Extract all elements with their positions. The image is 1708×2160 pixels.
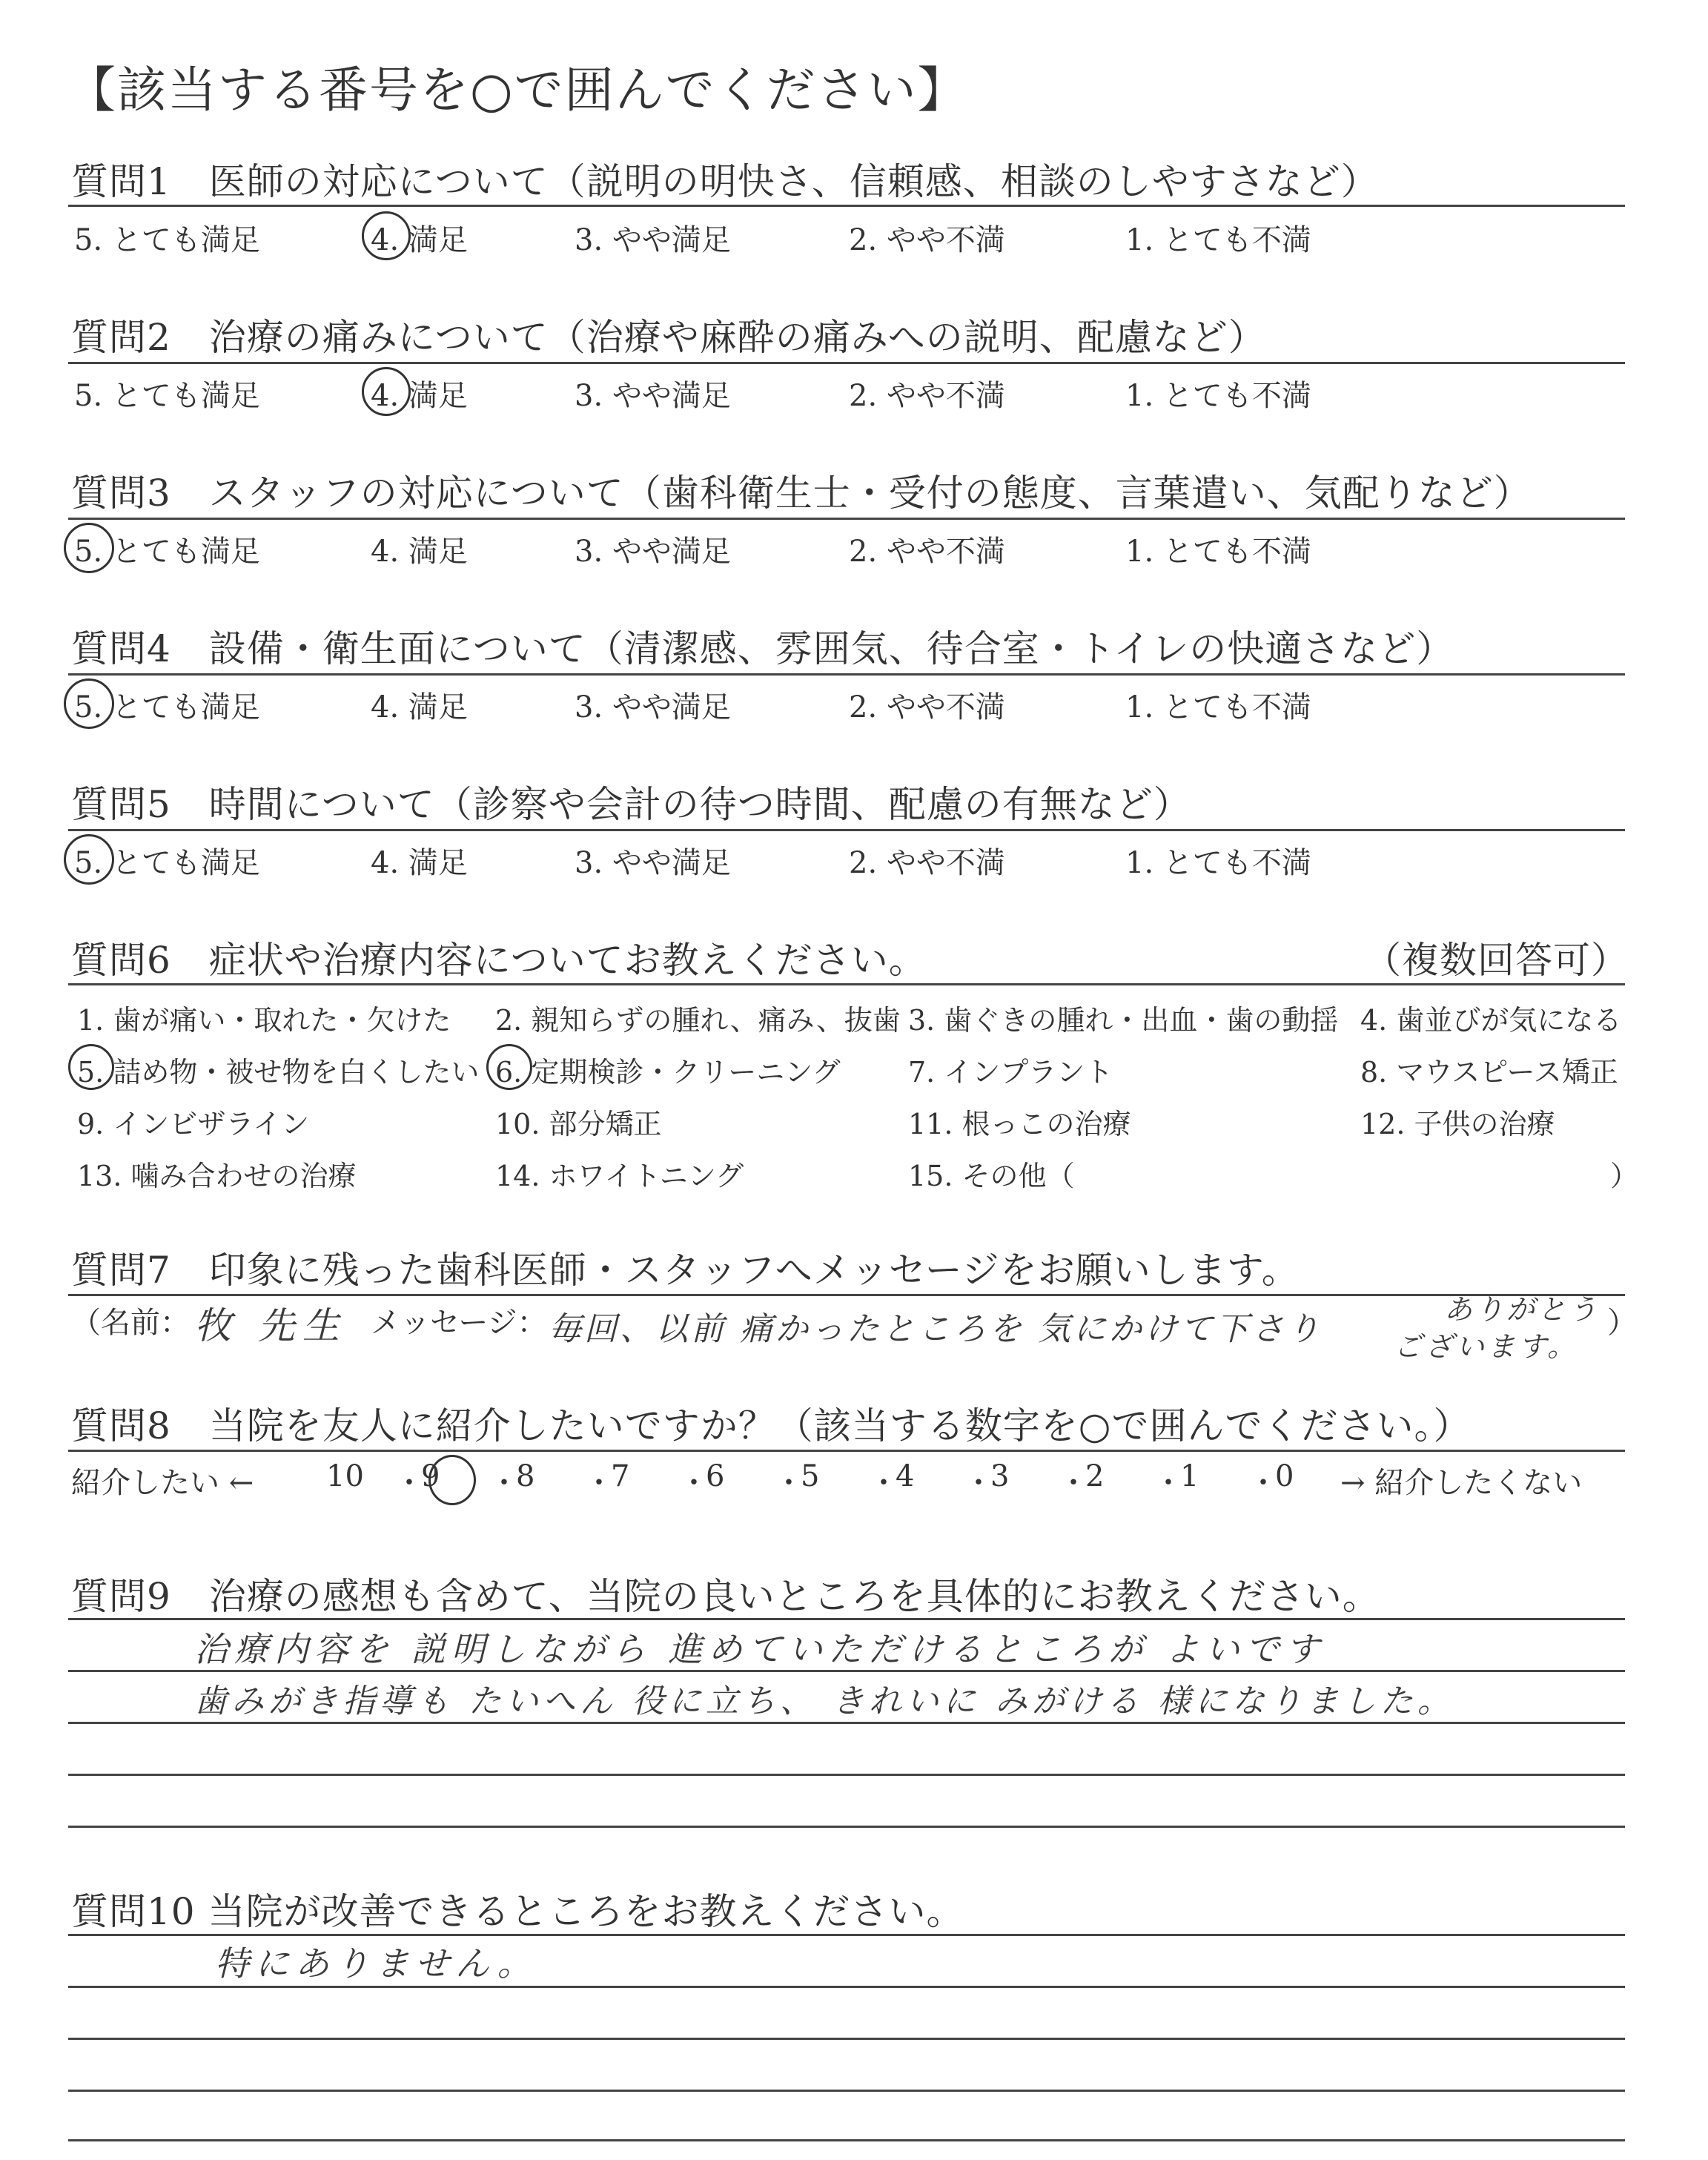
q3-option-1[interactable]: 1. とても不満 (1125, 535, 1311, 569)
q2-rule (68, 362, 1625, 364)
q4-rule (68, 673, 1625, 676)
q7-message-tail-2: ございます。 (1394, 1330, 1578, 1363)
q8-right-label: → 紹介したくない (1340, 1466, 1583, 1500)
q8-title: 質問8 当院を友人に紹介したいですか？（該当する数字を○で囲んでください。） (71, 1404, 1472, 1447)
q8-rule (68, 1450, 1625, 1452)
q1-option-3[interactable]: 3. やや満足 (575, 223, 731, 257)
q8-score-7[interactable]: 7 (611, 1459, 630, 1493)
q9-answer-line-1: 治療内容を 説明しながら 進めていただけるところが よいです (194, 1629, 1325, 1669)
q6-selection-circle-6 (486, 1044, 532, 1090)
q3-title: 質問3 スタッフの対応について（歯科衛生士・受付の態度、言葉遣い、気配りなど） (71, 472, 1532, 515)
q9-line-1 (68, 1618, 1625, 1620)
q6-selection-circle-5 (68, 1044, 114, 1090)
q8-separator-dot: ・ (584, 1466, 614, 1500)
q8-score-1[interactable]: 1 (1180, 1459, 1199, 1493)
q2-option-4[interactable]: 4. 満足 (371, 379, 468, 413)
q5-option-1[interactable]: 1. とても不満 (1125, 846, 1311, 880)
q6-multiple-note: （複数回答可） (1364, 939, 1629, 982)
q8-separator-dot: ・ (679, 1466, 709, 1500)
q4-title: 質問4 設備・衛生面について（清潔感、雰囲気、待合室・トイレの快適さなど） (71, 627, 1454, 670)
q6-item-12[interactable]: 12. 子供の治療 (1360, 1108, 1555, 1140)
q7-message-tail-1: ありがとう (1444, 1293, 1601, 1326)
q9-answer-line-2: 歯みがき指導も たいへん 役に立ち、 きれいに みがける 様になりました。 (194, 1682, 1454, 1720)
q1-option-2[interactable]: 2. やや不満 (849, 223, 1005, 257)
q3-option-5[interactable]: 5. とても満足 (74, 535, 260, 569)
q4-selection-circle (64, 678, 114, 729)
q10-line-3 (68, 2038, 1625, 2040)
q1-option-5[interactable]: 5. とても満足 (74, 223, 260, 257)
q6-rule (68, 983, 1625, 985)
q6-other-close: ） (1610, 1160, 1639, 1192)
q1-title: 質問1 医師の対応について（説明の明快さ、信頼感、相談のしやすさなど） (71, 160, 1379, 203)
q5-option-3[interactable]: 3. やや満足 (575, 846, 731, 880)
q8-score-10[interactable]: 10 (326, 1459, 364, 1493)
q10-line-1 (68, 1934, 1625, 1936)
q3-rule (68, 518, 1625, 520)
q6-item-2[interactable]: 2. 親知らずの腫れ、痛み、抜歯 (495, 1004, 901, 1037)
q6-item-14[interactable]: 14. ホワイトニング (495, 1160, 744, 1192)
q7-title: 質問7 印象に残った歯科医師・スタッフへメッセージをお願いします。 (71, 1249, 1300, 1292)
q1-selection-circle (362, 211, 411, 260)
q4-option-3[interactable]: 3. やや満足 (575, 690, 731, 724)
q2-option-3[interactable]: 3. やや満足 (575, 379, 731, 413)
q2-title: 質問2 治療の痛みについて（治療や麻酔の痛みへの説明、配慮など） (71, 316, 1266, 359)
q8-score-6[interactable]: 6 (706, 1459, 725, 1493)
q10-line-4 (68, 2090, 1625, 2092)
q6-item-10[interactable]: 10. 部分矯正 (495, 1108, 662, 1140)
q5-title: 質問5 時間について（診察や会計の待つ時間、配慮の有無など） (71, 783, 1191, 826)
q4-option-4[interactable]: 4. 満足 (371, 690, 468, 724)
q5-option-4[interactable]: 4. 満足 (371, 846, 468, 880)
q6-item-5[interactable]: 5. 詰め物・被せ物を白くしたい (77, 1056, 480, 1089)
q8-score-8[interactable]: 8 (516, 1459, 535, 1493)
q10-line-5 (68, 2139, 1625, 2141)
q4-option-2[interactable]: 2. やや不満 (849, 690, 1005, 724)
q10-answer: 特にありません。 (215, 1943, 537, 1984)
q3-option-3[interactable]: 3. やや満足 (575, 535, 731, 569)
q4-option-1[interactable]: 1. とても不満 (1125, 690, 1311, 724)
q6-title: 質問6 症状や治療内容についてお教えください。 (71, 939, 927, 982)
q8-left-label: 紹介したい ← (71, 1466, 254, 1500)
q8-separator-dot: ・ (489, 1466, 519, 1500)
q8-score-4[interactable]: 4 (896, 1459, 915, 1493)
q7-message-value: 毎回、以前 痛かったところを 気にかけて下さり (549, 1310, 1323, 1348)
q4-option-5[interactable]: 5. とても満足 (74, 690, 260, 724)
q2-selection-circle (362, 367, 411, 416)
q7-name-value: 牧 先生 (194, 1304, 347, 1347)
q6-item-4[interactable]: 4. 歯並びが気になる (1360, 1004, 1622, 1037)
page-header: 【該当する番号を○で囲んでください】 (67, 62, 968, 119)
q10-line-2 (68, 1986, 1625, 1988)
q1-rule (68, 205, 1625, 207)
q2-option-2[interactable]: 2. やや不満 (849, 379, 1005, 413)
q6-item-8[interactable]: 8. マウスピース矯正 (1360, 1056, 1618, 1089)
q1-option-1[interactable]: 1. とても不満 (1125, 223, 1311, 257)
q3-option-2[interactable]: 2. やや不満 (849, 535, 1005, 569)
q3-option-4[interactable]: 4. 満足 (371, 535, 468, 569)
q6-item-11[interactable]: 11. 根っこの治療 (908, 1108, 1131, 1140)
q5-option-2[interactable]: 2. やや不満 (849, 846, 1005, 880)
q8-selection-circle (428, 1455, 476, 1505)
q6-item-15[interactable]: 15. その他（ (908, 1160, 1075, 1192)
q8-separator-dot: ・ (1248, 1466, 1278, 1500)
q6-item-6[interactable]: 6. 定期検診・クリーニング (495, 1056, 841, 1089)
q5-selection-circle (64, 834, 114, 885)
q5-option-5[interactable]: 5. とても満足 (74, 846, 260, 880)
q8-score-3[interactable]: 3 (990, 1459, 1010, 1493)
q7-name-label: （名前： (71, 1306, 190, 1340)
q2-option-1[interactable]: 1. とても不満 (1125, 379, 1311, 413)
q9-line-5 (68, 1826, 1625, 1828)
q8-separator-dot: ・ (869, 1466, 898, 1500)
q1-option-4[interactable]: 4. 満足 (371, 223, 468, 257)
q8-separator-dot: ・ (1059, 1466, 1088, 1500)
q9-line-3 (68, 1722, 1625, 1724)
q6-item-13[interactable]: 13. 噛み合わせの治療 (77, 1160, 357, 1192)
q3-selection-circle (64, 523, 114, 573)
q8-separator-dot: ・ (774, 1466, 804, 1500)
q8-score-0[interactable]: 0 (1275, 1459, 1294, 1493)
q6-item-3[interactable]: 3. 歯ぐきの腫れ・出血・歯の動揺 (908, 1004, 1339, 1037)
q6-item-7[interactable]: 7. インプラント (908, 1056, 1113, 1089)
q8-separator-dot: ・ (1153, 1466, 1183, 1500)
q5-rule (68, 829, 1625, 831)
q6-item-1[interactable]: 1. 歯が痛い・取れた・欠けた (77, 1004, 451, 1037)
q7-close-paren: ） (1607, 1306, 1637, 1340)
q6-item-9[interactable]: 9. インビザライン (77, 1108, 310, 1140)
q8-score-2[interactable]: 2 (1085, 1459, 1105, 1493)
q10-title: 質問10 当院が改善できるところをお教えください。 (71, 1890, 964, 1933)
q8-separator-dot: ・ (964, 1466, 993, 1500)
q8-separator-dot: ・ (394, 1466, 424, 1500)
q8-score-5[interactable]: 5 (801, 1459, 820, 1493)
q9-line-4 (68, 1774, 1625, 1776)
q2-option-5[interactable]: 5. とても満足 (74, 379, 260, 413)
q7-message-label: メッセージ： (371, 1306, 547, 1340)
q9-title: 質問9 治療の感想も含めて、当院の良いところを具体的にお教えください。 (71, 1575, 1380, 1618)
q8-score-9[interactable]: 9 (421, 1459, 440, 1493)
